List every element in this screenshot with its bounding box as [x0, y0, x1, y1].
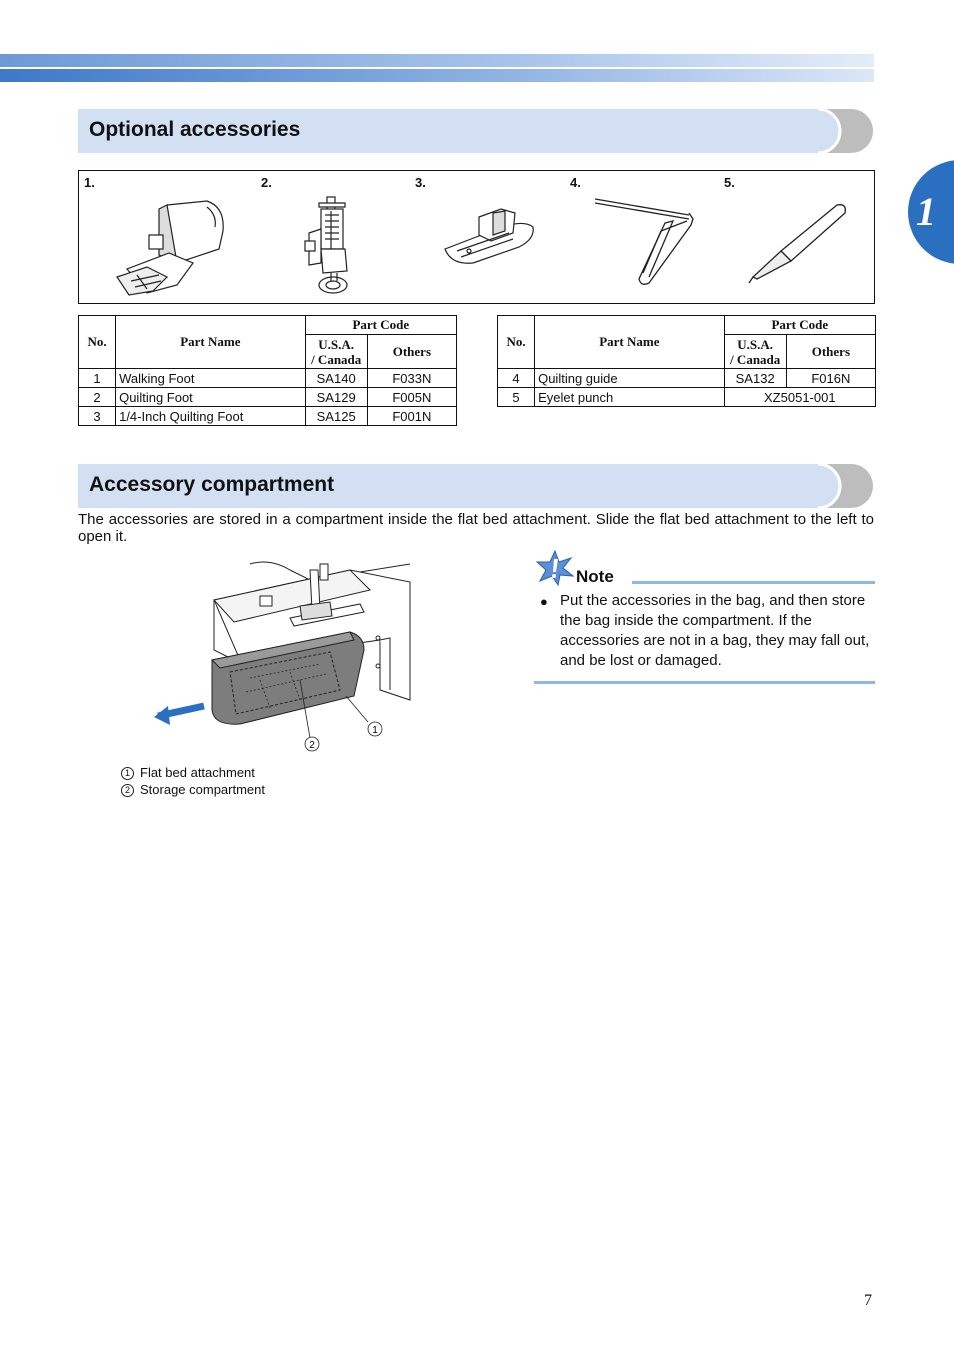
parts-table-1	[78, 315, 457, 426]
table-row: 5 Eyelet punch XZ5051-001	[498, 388, 876, 407]
flat-bed-figure	[150, 560, 415, 760]
table-row: 3 1/4-Inch Quilting Foot SA125 F001N	[79, 407, 457, 426]
note-title: Note	[576, 567, 614, 586]
col-header-part-code: Part Code	[305, 316, 456, 335]
illustration-label: 3.	[415, 175, 426, 190]
table-row: 4 Quilting guide SA132 F016N	[498, 369, 876, 388]
callout-number: 2	[309, 740, 315, 751]
legend-number: 2	[121, 784, 134, 797]
accessory-illustrations	[78, 170, 875, 304]
col-header-usa: U.S.A. / Canada	[724, 335, 786, 369]
col-header-no: No.	[79, 316, 116, 369]
table-row: 2 Quilting Foot SA129 F005N	[79, 388, 457, 407]
note-rule	[534, 681, 875, 684]
illustration-label: 4.	[570, 175, 581, 190]
walking-foot-image	[107, 197, 227, 297]
heading-tab-shape	[798, 464, 873, 508]
col-header-others: Others	[367, 335, 456, 369]
compartment-description: The accessories are stored in a compartment inside the flat bed attachment. Slide the flat bed attachment to the left to open it.	[78, 511, 874, 545]
section-heading-optional	[78, 109, 873, 153]
quilting-foot-image	[301, 193, 361, 301]
quarter-inch-foot-image	[439, 203, 539, 273]
chapter-tab	[908, 160, 954, 264]
col-header-others: Others	[786, 335, 875, 369]
legend-number: 1	[121, 767, 134, 780]
illustration-label: 5.	[724, 175, 735, 190]
callout-number: 1	[372, 725, 378, 736]
header-band	[0, 54, 874, 82]
note-star-icon	[536, 550, 574, 586]
section-title: Accessory compartment	[89, 473, 335, 496]
bullet-icon: ●	[540, 594, 548, 609]
note-text: Put the accessories in the bag, and then store the bag inside the compartment. If the accessories are not in a bag, they may fall out, and be lost or damaged.	[560, 592, 870, 669]
parts-table-2	[497, 315, 876, 407]
col-header-no: No.	[498, 316, 535, 369]
figure-legend-item: 1 Flat bed attachment	[121, 765, 255, 780]
eyelet-punch-image	[743, 199, 853, 289]
chapter-number: 1	[916, 189, 936, 234]
table-row: 1 Walking Foot SA140 F033N	[79, 369, 457, 388]
col-header-part-code: Part Code	[724, 316, 875, 335]
col-header-part-name: Part Name	[535, 316, 725, 369]
figure-legend-item: 2 Storage compartment	[121, 782, 265, 797]
section-heading-compartment	[78, 464, 873, 508]
heading-tab-shape	[798, 109, 873, 153]
page-number: 7	[864, 1292, 872, 1309]
section-title: Optional accessories	[89, 118, 301, 141]
col-header-usa: U.S.A. / Canada	[305, 335, 367, 369]
illustration-label: 2.	[261, 175, 272, 190]
illustration-label: 1.	[84, 175, 95, 190]
quilting-guide-image	[589, 195, 699, 289]
note-rule	[632, 581, 875, 584]
note-box	[534, 550, 875, 685]
col-header-part-name: Part Name	[116, 316, 306, 369]
